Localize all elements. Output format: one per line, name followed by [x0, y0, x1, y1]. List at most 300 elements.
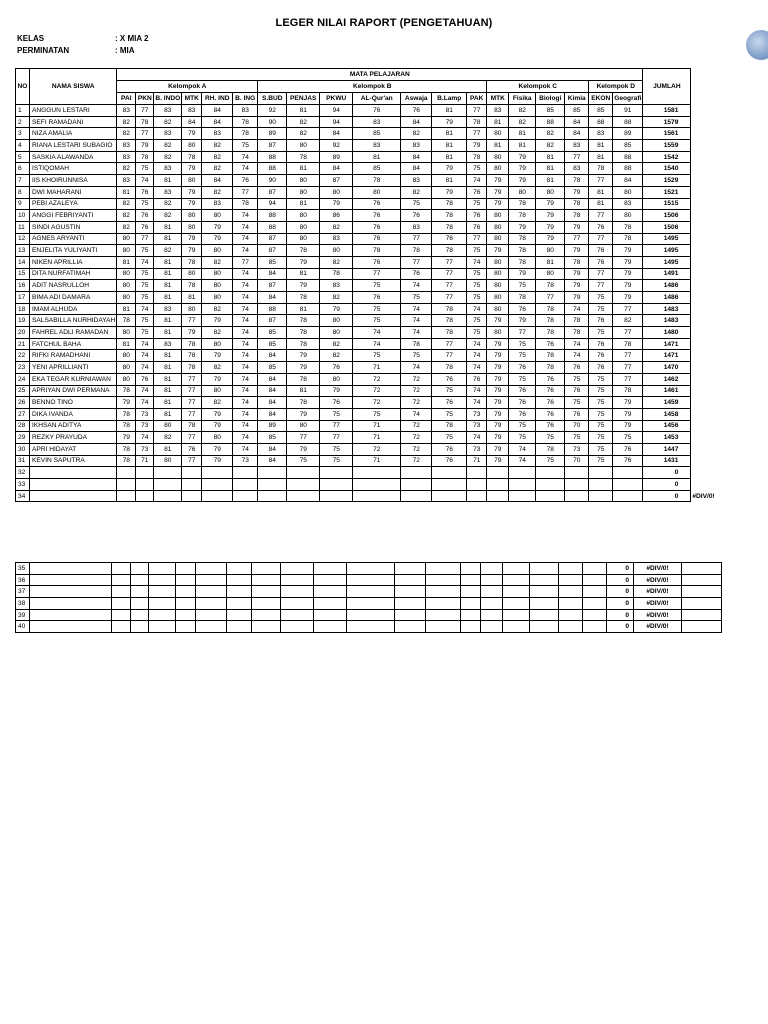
average-cell	[691, 151, 731, 163]
score-cell: 79	[509, 315, 536, 327]
score-cell: 74	[467, 175, 487, 187]
score-cell	[112, 609, 131, 621]
score-cell: 74	[233, 315, 258, 327]
score-cell: 82	[117, 128, 136, 140]
table-row	[16, 116, 731, 128]
score-cell: 74	[233, 210, 258, 222]
score-cell	[481, 563, 503, 575]
score-cell: 72	[401, 397, 432, 409]
score-cell	[589, 479, 613, 491]
zero-cell: 0	[607, 586, 634, 598]
header-subjects: MATA PELAJARAN	[117, 69, 643, 81]
score-cell: 75	[136, 198, 154, 210]
score-cell: 81	[287, 105, 320, 117]
score-cell: 80	[117, 292, 136, 304]
score-cell	[530, 586, 559, 598]
score-cell	[467, 479, 487, 491]
score-cell	[252, 598, 281, 610]
score-cell: 75	[467, 163, 487, 175]
score-cell: 78	[432, 315, 467, 327]
score-cell	[395, 574, 426, 586]
score-cell: 74	[233, 303, 258, 315]
score-cell: 79	[320, 198, 353, 210]
score-cell: 83	[154, 105, 182, 117]
score-cell: 77	[401, 233, 432, 245]
score-cell: 84	[258, 455, 287, 467]
row-number: 40	[16, 621, 30, 633]
score-cell	[583, 621, 607, 633]
score-cell: 94	[320, 105, 353, 117]
total-cell: 1471	[643, 338, 691, 350]
average-cell	[691, 163, 731, 175]
header-subject: AL-Qur'an	[353, 93, 401, 105]
score-cell	[176, 574, 196, 586]
score-cell: 80	[287, 175, 320, 187]
score-cell: 74	[136, 175, 154, 187]
score-cell: 79	[487, 362, 509, 374]
score-cell: 82	[202, 256, 233, 268]
average-cell	[691, 245, 731, 257]
score-cell: 83	[589, 128, 613, 140]
score-cell: 76	[432, 443, 467, 455]
row-number: 37	[16, 586, 30, 598]
total-cell: 1495	[643, 233, 691, 245]
score-cell: 74	[233, 408, 258, 420]
score-cell: 92	[320, 140, 353, 152]
score-cell: 78	[432, 420, 467, 432]
score-cell: 75	[467, 268, 487, 280]
score-cell: 81	[536, 163, 565, 175]
score-cell: 76	[589, 338, 613, 350]
score-cell: 79	[509, 221, 536, 233]
score-cell: 77	[509, 327, 536, 339]
score-cell: 77	[432, 256, 467, 268]
score-cell: 80	[182, 303, 202, 315]
row-number: 7	[16, 175, 30, 187]
score-cell: 74	[565, 303, 589, 315]
score-cell: 84	[258, 350, 287, 362]
score-cell: 74	[565, 350, 589, 362]
score-cell	[395, 609, 426, 621]
row-number: 35	[16, 563, 30, 575]
score-cell: 80	[182, 221, 202, 233]
score-cell: 84	[565, 128, 589, 140]
score-cell: 78	[117, 443, 136, 455]
score-cell: 75	[467, 327, 487, 339]
score-cell: 77	[589, 210, 613, 222]
score-cell	[281, 598, 314, 610]
average-cell	[691, 397, 731, 409]
score-cell: 74	[233, 373, 258, 385]
score-cell: 78	[432, 303, 467, 315]
score-cell: 76	[467, 210, 487, 222]
row-number: 12	[16, 233, 30, 245]
score-cell: 83	[565, 140, 589, 152]
score-cell: 80	[536, 186, 565, 198]
table-row	[16, 420, 731, 432]
score-cell: 80	[117, 362, 136, 374]
score-cell: 78	[117, 385, 136, 397]
score-cell	[233, 490, 258, 502]
score-cell: 75	[589, 408, 613, 420]
score-cell	[487, 467, 509, 479]
score-cell: 81	[117, 303, 136, 315]
student-name	[30, 586, 112, 598]
score-cell: 79	[117, 397, 136, 409]
score-cell: 80	[287, 233, 320, 245]
score-cell: 75	[509, 280, 536, 292]
header-subject: S.BUD	[258, 93, 287, 105]
score-cell	[131, 598, 149, 610]
score-cell: 82	[202, 362, 233, 374]
average-cell	[691, 350, 731, 362]
score-cell: 74	[233, 443, 258, 455]
header-subject: Aswaja	[401, 93, 432, 105]
score-cell: 79	[432, 163, 467, 175]
score-cell: 77	[136, 105, 154, 117]
score-cell	[320, 490, 353, 502]
class-label: KELAS	[17, 34, 45, 43]
score-cell: 81	[589, 151, 613, 163]
score-cell: 79	[287, 256, 320, 268]
score-cell: 80	[287, 186, 320, 198]
score-cell: 78	[320, 268, 353, 280]
score-cell	[281, 586, 314, 598]
score-cell: 79	[487, 408, 509, 420]
row-number: 27	[16, 408, 30, 420]
score-cell: 81	[487, 116, 509, 128]
row-number: 39	[16, 609, 30, 621]
score-cell	[426, 598, 461, 610]
score-cell: 77	[182, 455, 202, 467]
score-cell: 79	[509, 268, 536, 280]
score-cell: 74	[136, 303, 154, 315]
blank-cell	[682, 563, 722, 575]
student-name: APRI HIDAYAT	[30, 443, 117, 455]
score-cell: 82	[320, 350, 353, 362]
score-cell: 74	[233, 350, 258, 362]
score-cell	[461, 621, 481, 633]
score-cell: 80	[487, 128, 509, 140]
score-cell: 92	[258, 105, 287, 117]
score-cell: 88	[613, 116, 643, 128]
zero-cell: 0	[607, 598, 634, 610]
score-cell	[227, 574, 252, 586]
score-cell: 76	[536, 338, 565, 350]
class-info	[17, 34, 148, 43]
score-cell: 82	[202, 151, 233, 163]
student-name: ANGGUN LESTARI	[30, 105, 117, 117]
score-cell: 76	[509, 397, 536, 409]
student-name: IKHSAN ADITYA	[30, 420, 117, 432]
score-cell: 74	[233, 432, 258, 444]
table-row	[16, 268, 731, 280]
score-cell	[117, 479, 136, 491]
score-cell: 89	[320, 151, 353, 163]
score-cell: 78	[287, 373, 320, 385]
score-cell: 88	[536, 116, 565, 128]
score-cell: 81	[536, 151, 565, 163]
student-name: KEVIN SAPUTRA	[30, 455, 117, 467]
score-cell: 82	[536, 128, 565, 140]
score-cell: 77	[467, 105, 487, 117]
score-cell: 76	[536, 373, 565, 385]
score-cell	[287, 490, 320, 502]
score-cell	[281, 563, 314, 575]
score-cell: 79	[202, 408, 233, 420]
total-cell: 1453	[643, 432, 691, 444]
score-cell: 79	[182, 186, 202, 198]
score-cell: 78	[353, 175, 401, 187]
average-cell: #DIV/0!	[634, 621, 682, 633]
score-cell: 81	[432, 105, 467, 117]
score-cell	[112, 586, 131, 598]
total-cell: 0	[643, 490, 691, 502]
row-number: 9	[16, 198, 30, 210]
score-cell: 80	[613, 186, 643, 198]
score-cell: 78	[613, 221, 643, 233]
score-cell: 80	[320, 373, 353, 385]
score-cell	[347, 563, 395, 575]
average-cell	[691, 198, 731, 210]
score-cell: 76	[432, 373, 467, 385]
score-cell: 78	[536, 362, 565, 374]
specialization-info	[17, 46, 135, 55]
score-cell	[536, 479, 565, 491]
score-cell: 83	[117, 140, 136, 152]
score-cell: 76	[320, 362, 353, 374]
average-cell	[691, 315, 731, 327]
score-cell	[347, 621, 395, 633]
total-cell: 1483	[643, 315, 691, 327]
score-cell	[117, 467, 136, 479]
blank-cell	[682, 621, 722, 633]
score-cell: 73	[136, 420, 154, 432]
header-student-name: NAMA SISWA	[30, 69, 117, 105]
total-cell: 1447	[643, 443, 691, 455]
row-number: 8	[16, 186, 30, 198]
score-cell: 78	[182, 338, 202, 350]
score-cell: 88	[589, 116, 613, 128]
score-cell: 83	[233, 105, 258, 117]
score-cell: 79	[182, 163, 202, 175]
header-no: NO	[16, 69, 30, 105]
score-cell: 78	[117, 455, 136, 467]
score-cell: 85	[565, 105, 589, 117]
score-cell: 84	[401, 151, 432, 163]
score-cell: 79	[182, 327, 202, 339]
score-cell: 79	[487, 443, 509, 455]
score-cell: 80	[117, 268, 136, 280]
score-cell: 82	[320, 256, 353, 268]
score-cell: 87	[258, 233, 287, 245]
score-cell	[530, 574, 559, 586]
score-cell: 76	[136, 221, 154, 233]
score-cell: 82	[202, 327, 233, 339]
score-cell: 84	[565, 116, 589, 128]
score-cell: 73	[467, 420, 487, 432]
score-cell: 78	[509, 210, 536, 222]
total-cell: 1480	[643, 327, 691, 339]
score-cell: 74	[353, 327, 401, 339]
score-cell: 77	[565, 233, 589, 245]
score-cell: 78	[182, 362, 202, 374]
score-cell: 75	[467, 292, 487, 304]
score-cell: 85	[258, 256, 287, 268]
score-cell: 78	[136, 116, 154, 128]
score-cell: 79	[487, 420, 509, 432]
score-cell: 83	[117, 151, 136, 163]
score-cell: 78	[509, 256, 536, 268]
student-name: ANGGI FEBRIYANTI	[30, 210, 117, 222]
score-cell: 79	[565, 268, 589, 280]
header-subject: B.Lamp	[432, 93, 467, 105]
score-cell: 72	[401, 420, 432, 432]
student-name: ADIT NASRULLOH	[30, 280, 117, 292]
score-cell: 74	[136, 350, 154, 362]
score-cell: 80	[117, 350, 136, 362]
score-cell: 71	[136, 455, 154, 467]
total-cell: 1495	[643, 256, 691, 268]
score-cell	[314, 574, 347, 586]
score-cell: 75	[589, 303, 613, 315]
score-cell: 85	[589, 105, 613, 117]
score-cell: 74	[233, 362, 258, 374]
score-cell: 79	[536, 221, 565, 233]
score-cell: 80	[487, 268, 509, 280]
score-cell: 82	[117, 221, 136, 233]
score-cell: 80	[509, 186, 536, 198]
score-cell: 79	[467, 140, 487, 152]
score-cell	[426, 609, 461, 621]
score-cell: 76	[136, 186, 154, 198]
score-cell: 74	[467, 397, 487, 409]
score-cell: 75	[136, 315, 154, 327]
score-cell	[227, 621, 252, 633]
score-cell: 74	[136, 397, 154, 409]
score-cell: 84	[182, 116, 202, 128]
average-cell	[691, 233, 731, 245]
score-cell	[131, 574, 149, 586]
score-cell: 78	[509, 292, 536, 304]
score-cell: 74	[136, 432, 154, 444]
table-row	[16, 467, 731, 479]
score-cell: 75	[353, 350, 401, 362]
score-cell: 83	[565, 163, 589, 175]
score-cell: 77	[182, 432, 202, 444]
score-cell: 76	[536, 420, 565, 432]
student-name: AGNES ARYANTI	[30, 233, 117, 245]
score-cell: 70	[565, 420, 589, 432]
student-name: ENJELITA YULIYANTI	[30, 245, 117, 257]
score-cell: 75	[432, 408, 467, 420]
row-number: 13	[16, 245, 30, 257]
row-number: 23	[16, 362, 30, 374]
student-name: DIKA IVANDA	[30, 408, 117, 420]
average-cell	[691, 128, 731, 140]
table-row	[16, 163, 731, 175]
score-cell	[481, 621, 503, 633]
score-cell: 82	[154, 140, 182, 152]
score-cell: 74	[467, 362, 487, 374]
score-cell	[530, 563, 559, 575]
table-row	[16, 621, 722, 633]
score-cell: 80	[182, 175, 202, 187]
score-cell: 77	[565, 151, 589, 163]
score-cell	[258, 479, 287, 491]
score-cell	[432, 479, 467, 491]
score-cell: 76	[589, 350, 613, 362]
score-cell: 76	[353, 233, 401, 245]
score-cell: 78	[565, 175, 589, 187]
score-cell: 80	[117, 327, 136, 339]
score-cell: 89	[258, 420, 287, 432]
score-cell: 79	[613, 256, 643, 268]
table-row	[16, 140, 731, 152]
score-cell	[509, 467, 536, 479]
score-cell: 80	[202, 268, 233, 280]
score-cell: 80	[202, 385, 233, 397]
total-cell: 1515	[643, 198, 691, 210]
score-cell: 76	[589, 256, 613, 268]
total-cell: 1462	[643, 373, 691, 385]
score-cell	[182, 467, 202, 479]
score-cell: 81	[287, 303, 320, 315]
score-cell: 85	[536, 105, 565, 117]
score-cell: 72	[401, 373, 432, 385]
score-cell	[136, 479, 154, 491]
score-cell: 75	[320, 408, 353, 420]
score-cell: 82	[320, 338, 353, 350]
total-cell: 1486	[643, 280, 691, 292]
score-cell: 80	[487, 303, 509, 315]
score-cell	[503, 598, 530, 610]
zero-cell: 0	[607, 609, 634, 621]
score-cell	[196, 574, 227, 586]
table-row	[16, 432, 731, 444]
score-cell: 79	[136, 140, 154, 152]
score-cell: 83	[154, 186, 182, 198]
score-cell: 75	[589, 373, 613, 385]
average-cell	[691, 280, 731, 292]
score-cell: 78	[432, 327, 467, 339]
score-cell: 77	[589, 175, 613, 187]
score-cell: 77	[613, 362, 643, 374]
score-cell	[559, 609, 583, 621]
score-cell: 79	[432, 116, 467, 128]
score-cell	[347, 609, 395, 621]
student-name: EKA TEGAR KURNIAWAN	[30, 373, 117, 385]
score-cell	[287, 479, 320, 491]
score-cell: 79	[287, 443, 320, 455]
score-cell: 75	[320, 443, 353, 455]
score-cell	[467, 467, 487, 479]
score-cell: 82	[536, 140, 565, 152]
score-cell: 75	[589, 443, 613, 455]
student-name: FATCHUL BAHA	[30, 338, 117, 350]
row-number: 29	[16, 432, 30, 444]
score-cell	[347, 574, 395, 586]
score-cell: 75	[353, 315, 401, 327]
score-cell	[233, 479, 258, 491]
blank-cell	[682, 609, 722, 621]
score-cell: 82	[509, 116, 536, 128]
score-cell	[461, 574, 481, 586]
score-cell: 84	[320, 128, 353, 140]
score-cell: 78	[589, 163, 613, 175]
score-cell: 87	[258, 186, 287, 198]
score-cell: 77	[432, 338, 467, 350]
